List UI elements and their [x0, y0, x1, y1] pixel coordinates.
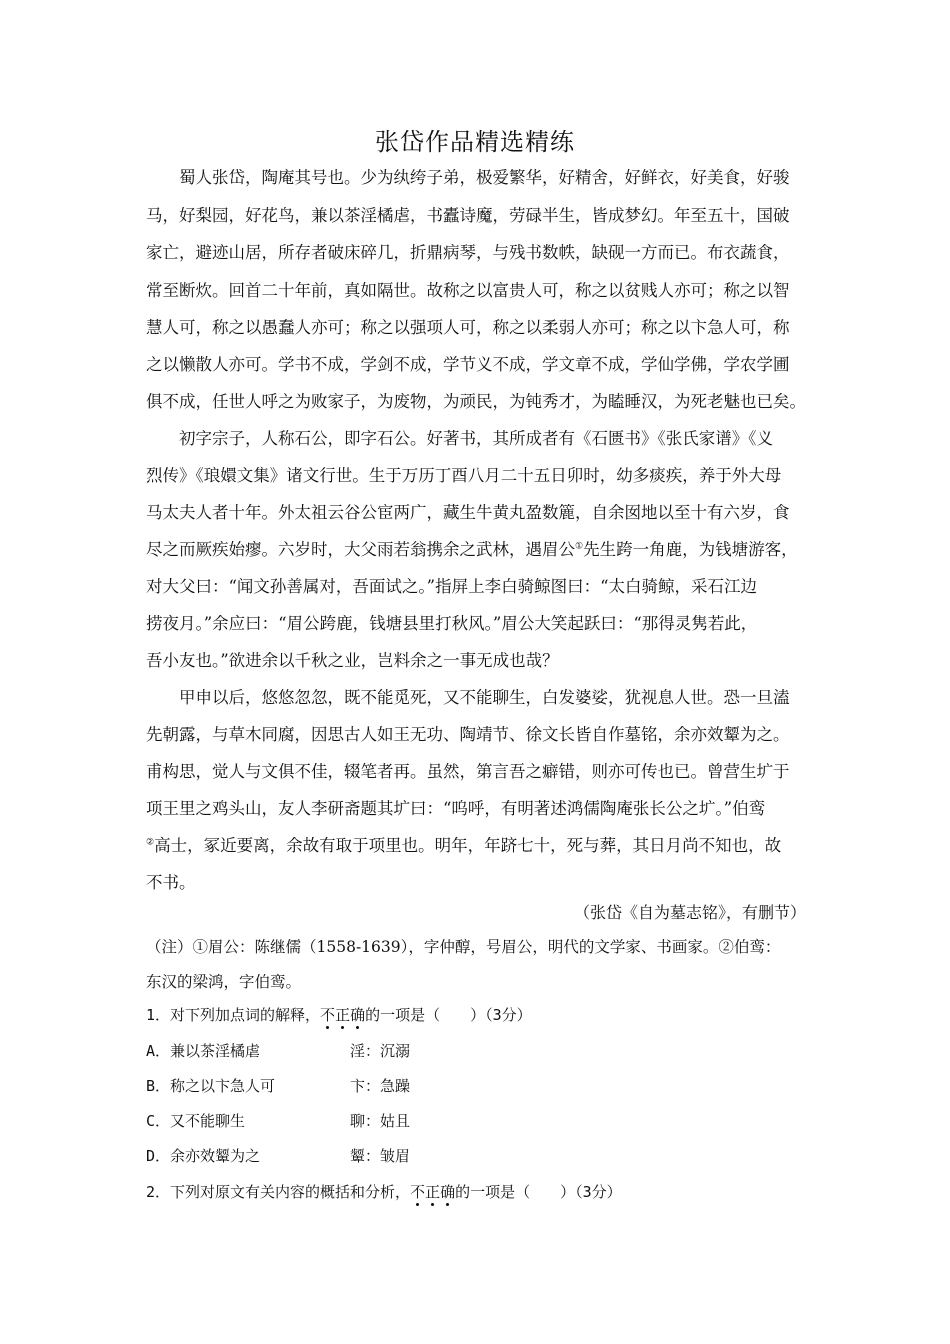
passage-line: 俱不成，任世人呼之为败家子，为废物，为顽民，为钝秀才，为瞌睡汉，为死老魅也已矣。	[146, 392, 806, 411]
underlined-sentence: 甫构思，觉人与文俱不佳，辍笔者再。虽然，第言吾之癖错，则亦可传也已。	[146, 762, 707, 782]
question-stem-text: 的一项是（ ）（3分）	[455, 1183, 622, 1201]
passage-line	[146, 832, 826, 856]
underlined-sentence: 眉公大笑起跃曰：“那得灵隽若此，	[501, 614, 757, 634]
passage-line	[146, 647, 826, 671]
emphasis-char: 正	[335, 1006, 351, 1024]
emphasis-char: 正	[425, 1183, 441, 1201]
emphasis-dotted	[410, 1183, 455, 1201]
passage-line: 不书。	[146, 873, 196, 892]
question-stem-text: 的一项是（ ）（3分）	[365, 1006, 532, 1024]
passage-line: 家亡，避迹山居，所存者破床碎几，折鼎病琴，与残书数帙，缺砚一方而已。布衣蔬食，	[146, 243, 790, 262]
option-label: D．余亦效颦为之	[146, 1147, 261, 1165]
underlined-sentence: 吾小友也。”欲进余以千秋之业，岂料余之一事无成也哉？	[146, 651, 559, 671]
emphasis-char: 确	[440, 1183, 456, 1201]
passage-line: 对大父曰：“闻文孙善属对，吾面试之。”指屏上李白骑鲸图曰：“太白骑鲸，采石江边	[146, 577, 758, 596]
passage-line	[146, 610, 826, 634]
footnote-marker: ②	[146, 837, 155, 848]
passage-line: 先朝露，与草木同腐，因思古人如王无功、陶靖节、徐文长皆自作墓铭，余亦效颦为之。	[146, 725, 790, 744]
passage-line: 项王里之鸡头山，友人李研斋题其圹曰：“呜呼，有明著述鸿儒陶庵张长公之圹。”伯鸾	[146, 799, 766, 818]
option-b	[146, 1075, 410, 1096]
option-c	[146, 1110, 410, 1131]
option-gloss: 淫：沉溺	[350, 1042, 411, 1060]
passage-line	[146, 758, 826, 782]
passage-text: 高士，冢近要离，余故有取于项里也。明年，年跻七十，死与葬，其日月尚不知也，故	[154, 836, 782, 855]
passage-line	[146, 536, 826, 560]
passage-text: 曾营生圹于	[707, 762, 790, 781]
emphasis-dotted	[320, 1006, 365, 1024]
passage-line: 之以懒散人亦可。学书不成，学剑不成，学节义不成，学文章不成，学仙学佛，学农学圃	[146, 355, 790, 374]
passage-line: 初字宗子，人称石公，即字石公。好著书，其所成者有《石匮书》《张氏家谱》《义	[146, 429, 773, 448]
option-gloss: 颦：皱眉	[350, 1147, 411, 1165]
passage-text: 尽之而厥疾始瘳。六岁时，大父雨若翁携余之武林，遇眉公	[146, 540, 575, 559]
annotation-note: （注）①眉公：陈继儒（1558-1639），字仲醇，号眉公，明代的文学家、书画家。②伯鸾：	[146, 938, 781, 956]
passage-text: 捞夜月。”余应曰：“眉公跨鹿，钱塘县里打秋风。”	[146, 614, 502, 633]
document-title: 张岱作品精选精练	[375, 128, 575, 156]
passage-line: 甲申以后，悠悠忽忽，既不能觅死，又不能聊生，白发婆娑，犹视息人世。恐一旦溘	[146, 688, 790, 707]
option-label: A．兼以茶淫橘虐	[146, 1042, 261, 1060]
emphasis-char: 确	[350, 1006, 366, 1024]
emphasis-char: 不	[320, 1006, 336, 1024]
passage-line: 常至断炊。回首二十年前，真如隔世。故称之以富贵人可，称之以贫贱人亦可；称之以智	[146, 281, 790, 300]
annotation-note: 东汉的梁鸿，字伯鸾。	[146, 973, 302, 991]
option-a	[146, 1040, 410, 1061]
question-2-stem	[146, 1181, 622, 1202]
passage-line: 烈传》《琅嬛文集》诸文行世。生于万历丁酉八月二十五日卯时，幼多痰疾，养于外大母	[146, 466, 782, 485]
footnote-marker: ①	[575, 541, 584, 552]
question-stem-text: 2．下列对原文有关内容的概括和分析，	[146, 1183, 411, 1201]
question-stem-text: 1．对下列加点词的解释，	[146, 1006, 321, 1024]
option-d	[146, 1145, 410, 1166]
passage-line: 马太夫人者十年。外太祖云谷公宦两广，藏生牛黄丸盈数簏，自余囡地以至十有六岁，食	[146, 503, 790, 522]
passage-line: 马，好梨园，好花鸟，兼以茶淫橘虐，书蠹诗魔，劳碌半生，皆成梦幻。年至五十，国破	[146, 206, 790, 225]
option-label: C．又不能聊生	[146, 1112, 246, 1130]
option-gloss: 卞：急躁	[350, 1077, 411, 1095]
option-label: B．称之以卞急人可	[146, 1077, 276, 1095]
passage-line: 慧人可，称之以愚蠢人亦可；称之以强项人可，称之以柔弱人亦可；称之以卞急人可，称	[146, 318, 790, 337]
question-1-stem	[146, 1004, 532, 1025]
passage-line: 蜀人张岱，陶庵其号也。少为纨绔子弟，极爱繁华，好精舍，好鲜衣，好美食，好骏	[146, 168, 790, 187]
option-gloss: 聊：姑且	[350, 1112, 411, 1130]
passage-text: 先生跨一角鹿，为钱塘游客，	[583, 540, 798, 559]
source-citation: （张岱《自为墓志铭》，有删节）	[573, 903, 806, 922]
emphasis-char: 不	[410, 1183, 426, 1201]
